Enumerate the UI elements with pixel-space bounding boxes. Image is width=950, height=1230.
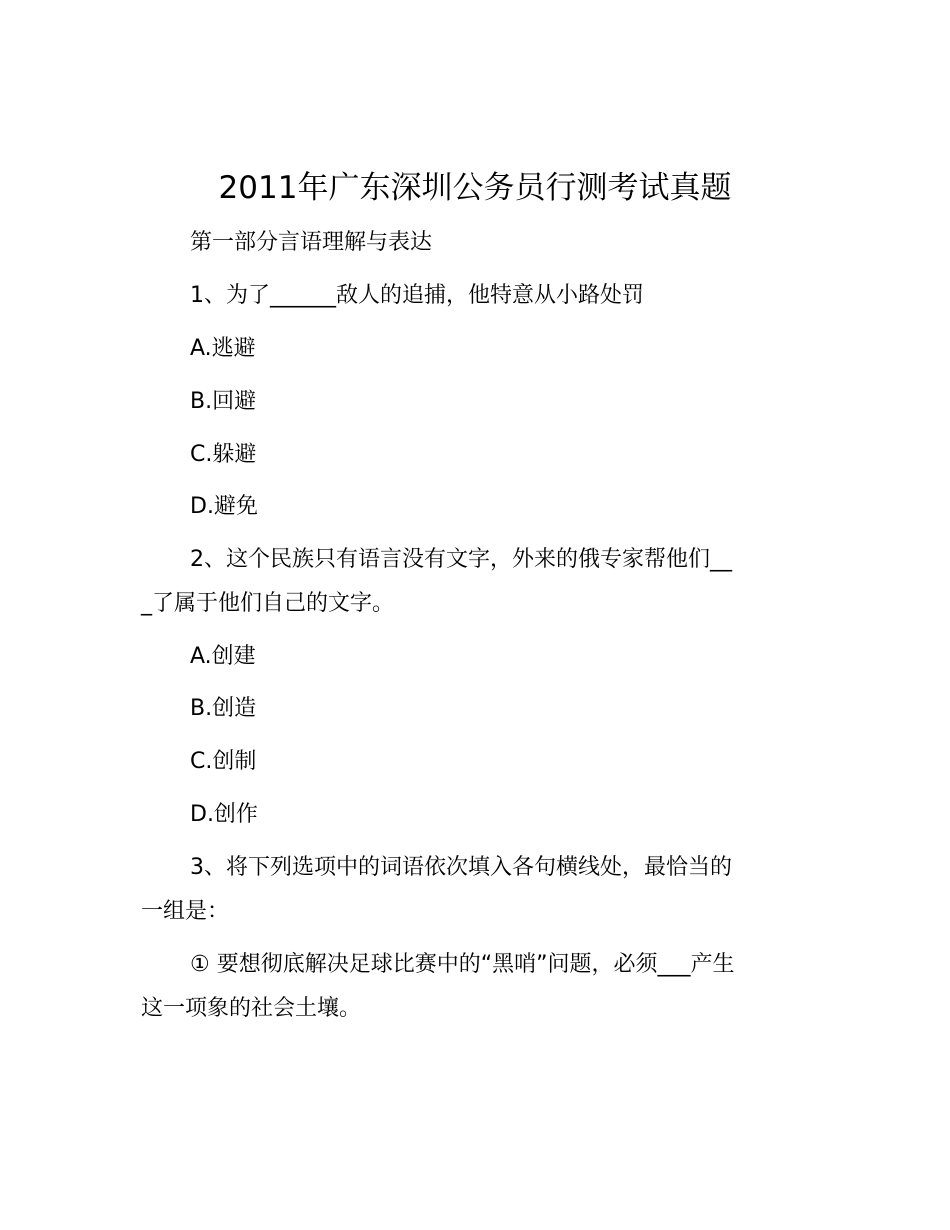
question-2-stem-line-1: 2、这个民族只有语言没有文字，外来的俄专家帮他们__ — [190, 547, 732, 572]
question-1-option-a: A.逃避 — [190, 336, 256, 361]
question-1-option-b: B.回避 — [190, 389, 257, 414]
section-heading: 第一部分言语理解与表达 — [190, 230, 433, 255]
question-3-subitem-1-line-2: 这一项象的社会土壤。 — [141, 996, 362, 1021]
question-3-stem-line-2: 一组是： — [141, 899, 230, 924]
question-1-option-c: C.躲避 — [190, 442, 257, 467]
question-1-option-d: D.避免 — [190, 494, 258, 519]
question-2-option-c: C.创制 — [190, 749, 257, 774]
question-2-option-d: D.创作 — [190, 802, 258, 827]
question-2-option-a: A.创建 — [190, 644, 256, 669]
document-title: 2011年广东深圳公务员行测考试真题 — [218, 170, 732, 206]
question-2-stem-line-2: _了属于他们自己的文字。 — [141, 591, 395, 616]
question-2-option-b: B.创造 — [190, 696, 257, 721]
question-3-stem-line-1: 3、将下列选项中的词语依次填入各句横线处，最恰当的 — [190, 855, 732, 880]
question-3-subitem-1-line-1: ① 要想彻底解决足球比赛中的“黑哨”问题，必须___产生 — [190, 952, 735, 977]
question-1-stem: 1、为了______敌人的追捕，他特意从小路处罚 — [190, 283, 644, 308]
